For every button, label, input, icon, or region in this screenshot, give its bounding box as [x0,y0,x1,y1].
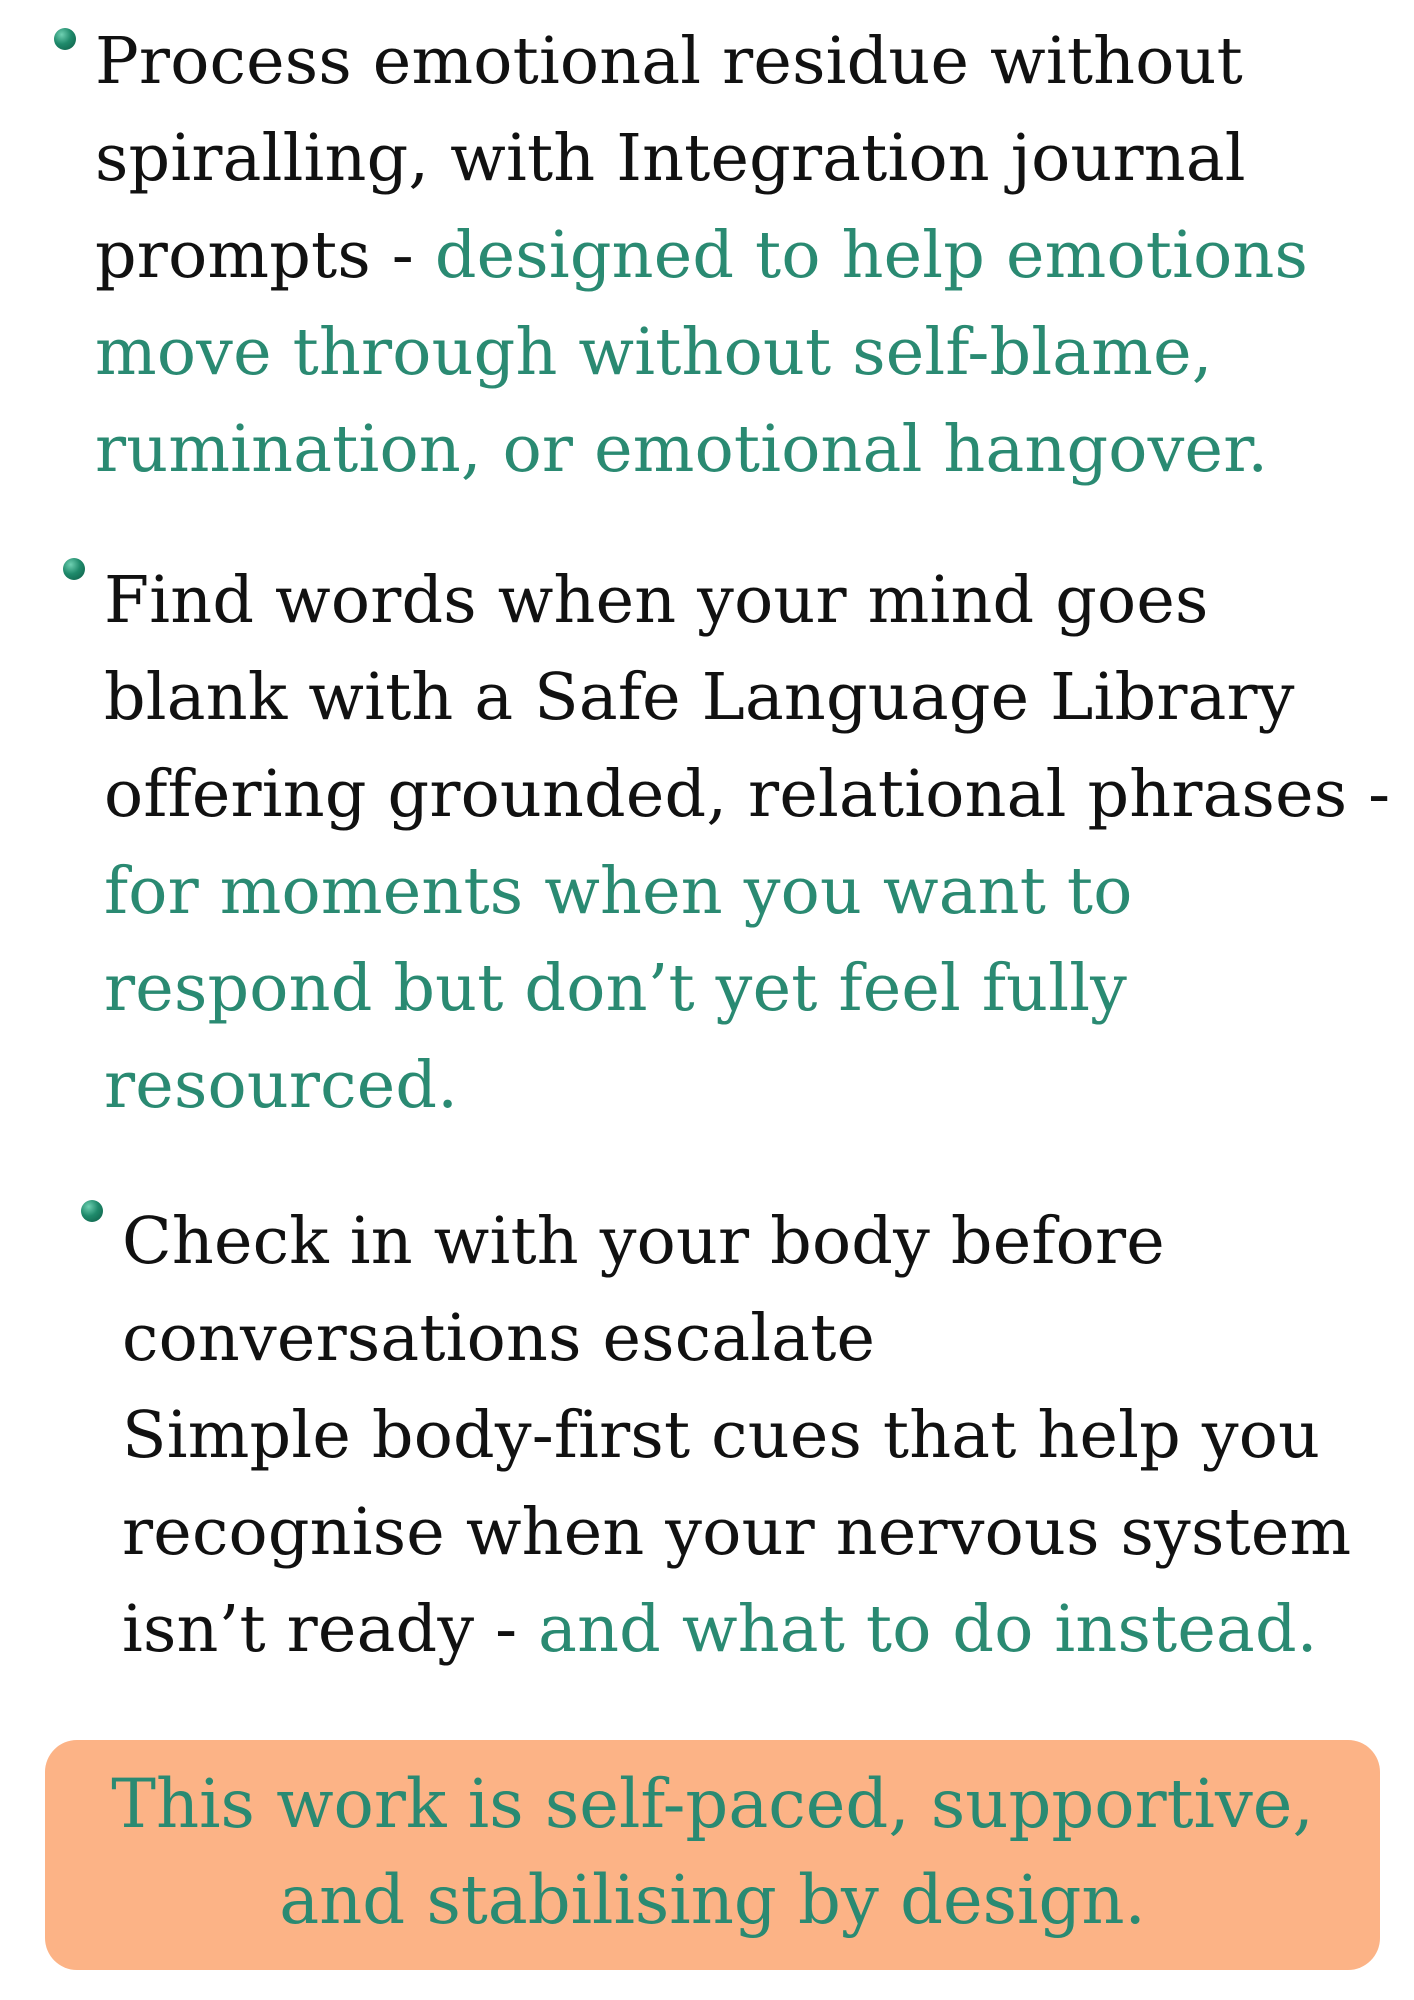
bullet-line [122,1484,1351,1581]
bullet-accent-text: and what to do instead. [538,1592,1318,1667]
bullet-text: spiralling, with Integration journal [95,121,1246,196]
bullet-text: conversations escalate [122,1301,876,1376]
bullet-line [104,1037,1390,1134]
bullet-line [122,1387,1351,1484]
bullet-line [95,207,1308,304]
bullet-text: Find words when your mind goes [104,563,1209,638]
bullet-text: Check in with your body before [122,1204,1165,1279]
bullet-text: offering grounded, relational phrases - [104,757,1391,832]
bullet-line [122,1290,1351,1387]
bullet-line [104,746,1390,843]
bullet-line [104,843,1390,940]
bullet-accent-text: move through without self-blame, [95,315,1213,390]
bullet-line [122,1193,1351,1290]
bullet-line [95,110,1308,207]
bullet-line [95,401,1308,498]
bullet-text: prompts - [95,218,435,293]
bullet-dot-icon [54,28,76,50]
callout-box [45,1740,1380,1970]
bullet-dot-icon [63,558,85,580]
bullet-text: Process emotional residue without [95,24,1243,99]
bullet-accent-text: for moments when you want to [104,854,1133,929]
bullet-text: isn’t ready - [122,1592,539,1667]
bullet-accent-text: designed to help emotions [434,218,1309,293]
bullet-accent-text: resourced. [104,1048,459,1123]
bullet-text: Simple body-first cues that help you [122,1398,1321,1473]
bullet-dot-icon [81,1200,103,1222]
bullet-item-body-check-in [122,1193,1351,1678]
bullet-item-safe-language [104,552,1390,1134]
bullet-line [104,940,1390,1037]
bullet-text: blank with a Safe Language Library [104,660,1295,735]
bullet-line [122,1581,1351,1678]
bullet-text: recognise when your nervous system [122,1495,1352,1570]
bullet-line [95,13,1308,110]
callout-line-2: and stabilising by design. [279,1861,1146,1939]
bullet-accent-text: rumination, or emotional hangover. [95,412,1269,487]
bullet-line [95,304,1308,401]
bullet-line [104,552,1390,649]
bullet-line [104,649,1390,746]
callout-line-1: This work is self-paced, supportive, [111,1765,1314,1843]
bullet-accent-text: respond but don’t yet feel fully [104,951,1128,1026]
bullet-item-emotional-residue [95,13,1308,498]
